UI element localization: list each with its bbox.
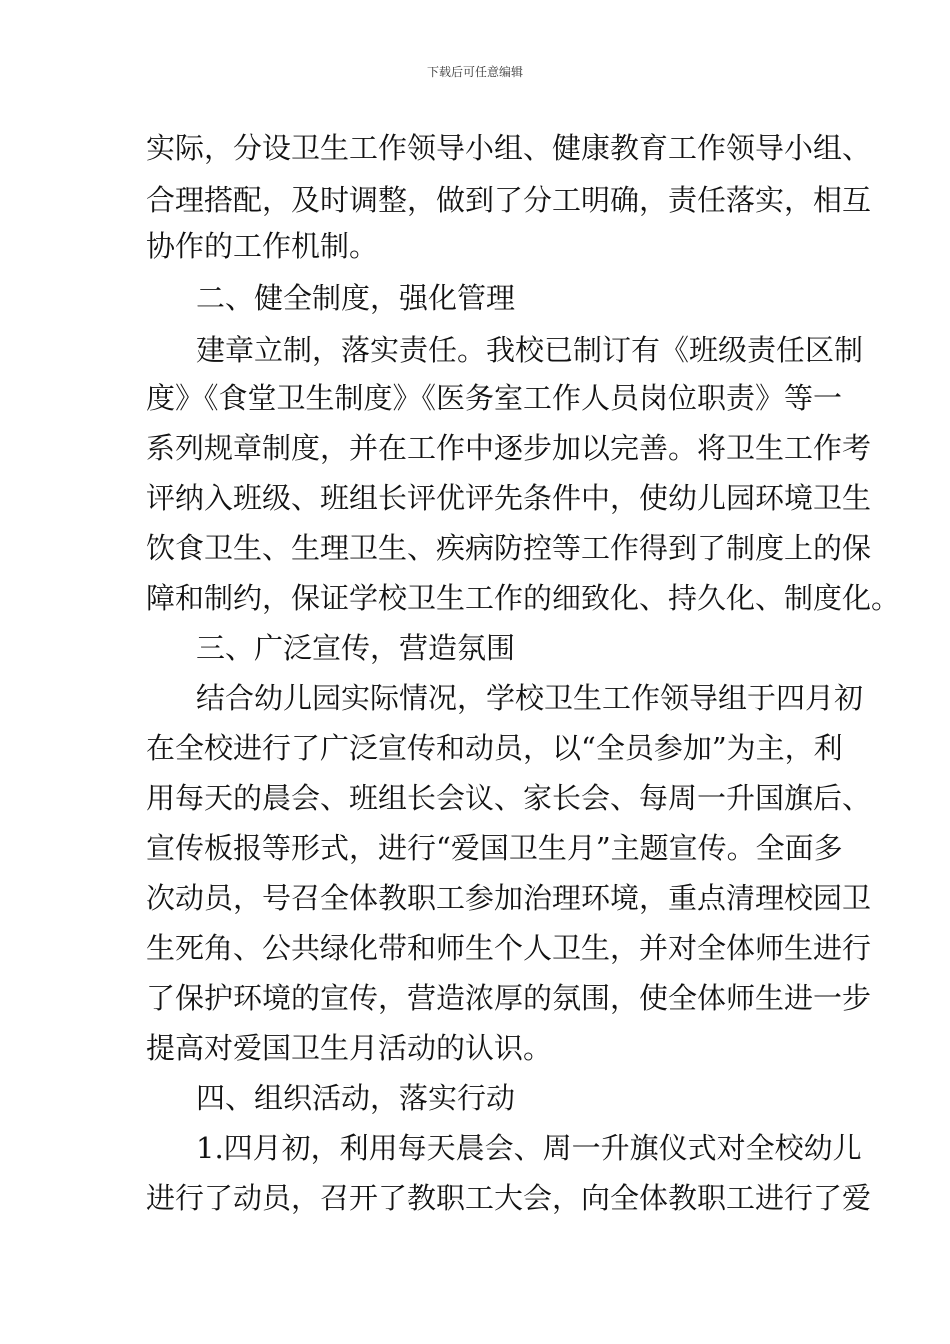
- paragraph-line: 1.四月初，利用每天晨会、周一升旗仪式对全校幼儿: [196, 1131, 862, 1165]
- paragraph-line: 系列规章制度，并在工作中逐步加以完善。将卫生工作考: [146, 431, 872, 465]
- paragraph-line: 在全校进行了广泛宣传和动员，以“全员参加”为主，利: [146, 731, 843, 765]
- paragraph-line: 障和制约，保证学校卫生工作的细致化、持久化、制度化。: [146, 581, 901, 615]
- paragraph-line: 次动员，号召全体教职工参加治理环境，重点清理校园卫: [146, 881, 872, 915]
- paragraph-line: 了保护环境的宣传，营造浓厚的氛围，使全体师生进一步: [146, 981, 872, 1015]
- paragraph-line: 结合幼儿园实际情况，学校卫生工作领导组于四月初: [196, 681, 864, 715]
- paragraph-line: 合理搭配，及时调整，做到了分工明确，责任落实，相互: [146, 183, 872, 217]
- section-heading: 二、健全制度，强化管理: [196, 281, 516, 315]
- paragraph-line: 生死角、公共绿化带和师生个人卫生，并对全体师生进行: [146, 931, 872, 965]
- page-header-note: 下载后可任意编辑: [426, 65, 523, 79]
- paragraph-line: 提高对爱国卫生月活动的认识。: [146, 1031, 553, 1065]
- paragraph-line: 实际，分设卫生工作领导小组、健康教育工作领导小组、: [146, 131, 872, 165]
- paragraph-line: 度》《食堂卫生制度》《医务室工作人员岗位职责》等一: [146, 381, 843, 415]
- paragraph-line: 饮食卫生、生理卫生、疾病防控等工作得到了制度上的保: [146, 531, 872, 565]
- paragraph-line: 用每天的晨会、班组长会议、家长会、每周一升国旗后、: [146, 781, 872, 815]
- section-heading: 四、组织活动，落实行动: [196, 1081, 516, 1115]
- paragraph-line: 进行了动员，召开了教职工大会，向全体教职工进行了爱: [146, 1181, 872, 1215]
- paragraph-line: 宣传板报等形式，进行“爱国卫生月”主题宣传。全面多: [146, 831, 843, 865]
- paragraph-line: 建章立制，落实责任。我校已制订有《班级责任区制: [196, 333, 864, 367]
- paragraph-line: 评纳入班级、班组长评优评先条件中，使幼儿园环境卫生: [146, 481, 872, 515]
- section-heading: 三、广泛宣传，营造氛围: [196, 631, 516, 665]
- paragraph-line: 协作的工作机制。: [146, 229, 379, 263]
